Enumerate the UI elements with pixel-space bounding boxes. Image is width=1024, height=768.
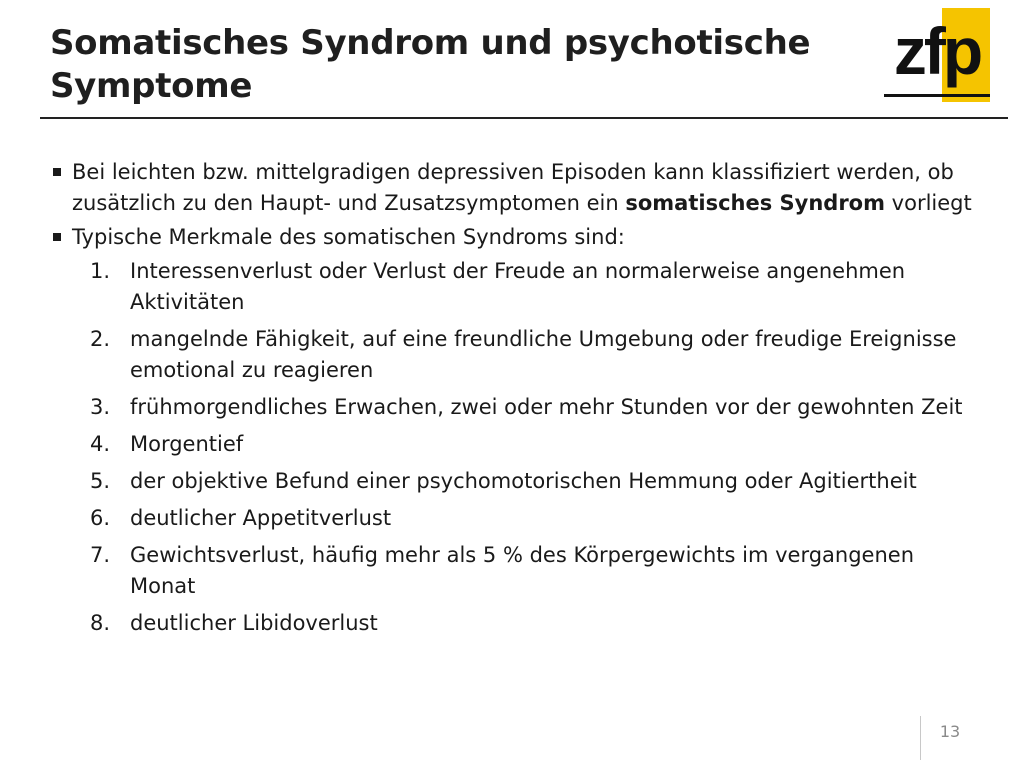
- list-item: [52, 324, 972, 386]
- list-item-text: der objektive Befund einer psychomotorischen Hemmung oder Agitiertheit: [130, 469, 917, 493]
- bullet-1-bold-text: somatisches Syndrom: [625, 191, 885, 215]
- square-bullet-icon: [53, 233, 61, 241]
- page-number: 13: [939, 722, 961, 741]
- list-item-text: Interessenverlust oder Verlust der Freude an normalerweise angenehmen Aktivitäten: [130, 259, 906, 314]
- list-item-number: 2.: [90, 327, 111, 351]
- list-item: [52, 256, 972, 318]
- numbered-list: [52, 256, 972, 639]
- bullet-item-1: [52, 157, 972, 219]
- list-item: [52, 608, 972, 639]
- list-item-number: 4.: [90, 432, 111, 456]
- bullet-item-2: [52, 222, 972, 253]
- list-item: [52, 503, 972, 534]
- slide-body: [52, 157, 972, 645]
- list-item: [52, 392, 972, 423]
- list-item: [52, 540, 972, 602]
- title-divider: [40, 117, 1008, 119]
- logo-underline: [884, 94, 990, 97]
- list-item-number: 8.: [90, 611, 111, 635]
- slide-title-line-2: Symptome: [50, 66, 253, 106]
- list-item-text: frühmorgendliches Erwachen, zwei oder mehr Stunden vor der gewohnten Zeit: [130, 395, 963, 419]
- list-item-text: deutlicher Libidoverlust: [130, 611, 378, 635]
- slide-title-line-1: Somatisches Syndrom und psychotische: [50, 23, 811, 63]
- list-item-text: Gewichtsverlust, häufig mehr als 5 % des Körpergewichts im vergangenen Monat: [130, 543, 915, 598]
- bullet-2-text: Typische Merkmale des somatischen Syndroms sind:: [72, 225, 625, 249]
- slide-title: [50, 22, 850, 108]
- square-bullet-icon: [53, 168, 61, 176]
- list-item-text: mangelnde Fähigkeit, auf eine freundliche Umgebung oder freudige Ereignisse emotional zu reagieren: [130, 327, 957, 382]
- list-item-text: deutlicher Appetitverlust: [130, 506, 392, 530]
- bullet-1-text-end: vorliegt: [885, 191, 972, 215]
- logo-wordmark: zfp: [893, 14, 981, 88]
- zfp-logo: [882, 6, 992, 104]
- list-item: [52, 466, 972, 497]
- page-number-divider: [920, 716, 921, 760]
- list-item-number: 5.: [90, 469, 111, 493]
- list-item-number: 6.: [90, 506, 111, 530]
- list-item-number: 1.: [90, 259, 111, 283]
- list-item: [52, 429, 972, 460]
- list-item-text: Morgentief: [130, 432, 244, 456]
- list-item-number: 7.: [90, 543, 111, 567]
- bullet-1-text: Bei leichten bzw. mittelgradigen depressiven Episoden kann klassifiziert werden, ob zusätzlich zu den Haupt- und Zusatzsymptomen ein: [72, 160, 954, 215]
- list-item-number: 3.: [90, 395, 111, 419]
